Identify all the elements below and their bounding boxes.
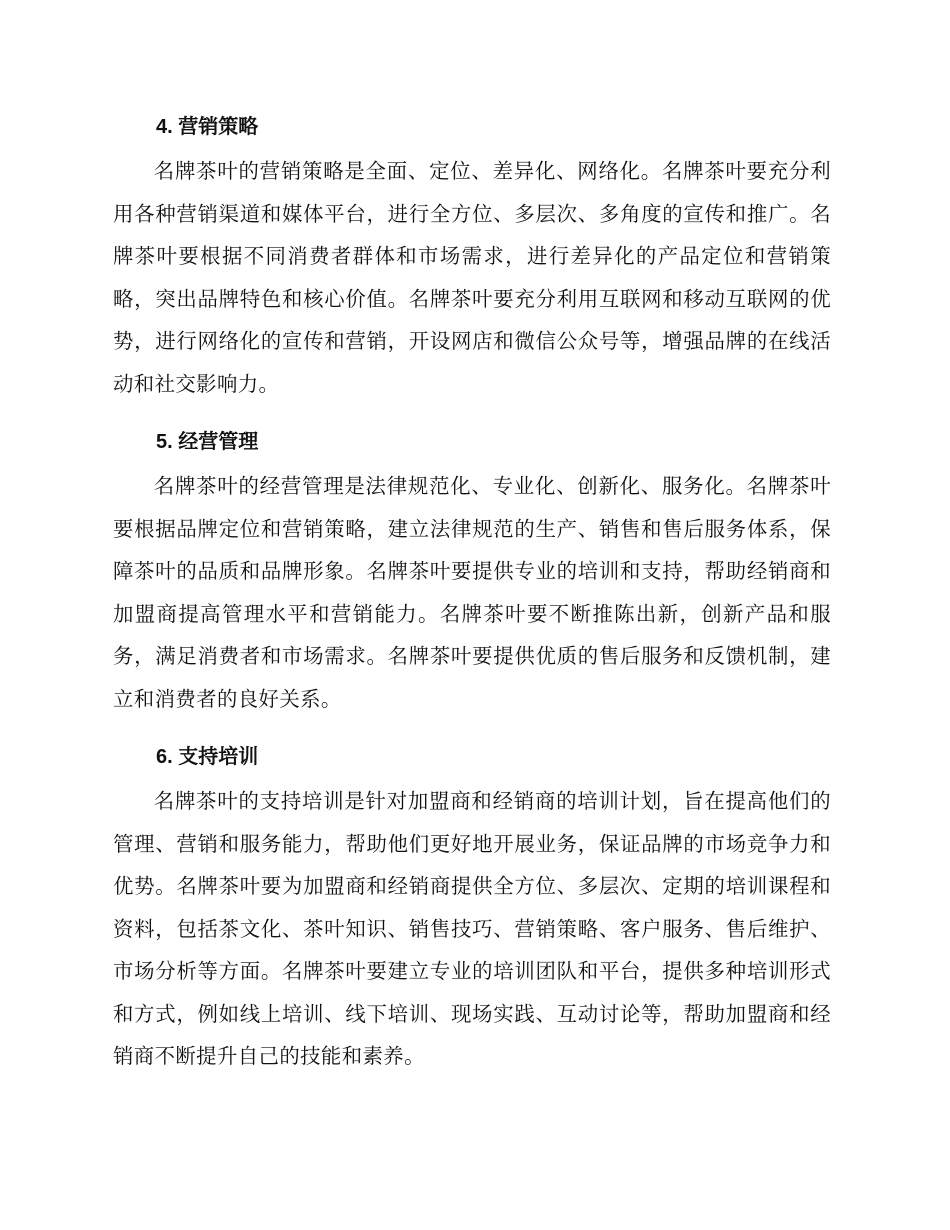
section-paragraph: 名牌茶叶的营销策略是全面、定位、差异化、网络化。名牌茶叶要充分利用各种营销渠道和媒体平台，进行全方位、多层次、多角度的宣传和推广。名牌茶叶要根据不同消费者群体和市场需求，进行差异化的产品定位和营销策略，突出品牌特色和核心价值。名牌茶叶要充分利用互联网和移动互联网的优势，进行网络化的宣传和营销，开设网店和微信公众号等，增强品牌的在线活动和社交影响力。 (113, 159, 831, 396)
section-support-training (113, 734, 831, 1078)
section-marketing-strategy (113, 104, 831, 405)
section-heading: 4. 营销策略 (156, 116, 259, 138)
section-paragraph: 名牌茶叶的经营管理是法律规范化、专业化、创新化、服务化。名牌茶叶要根据品牌定位和营销策略，建立法律规范的生产、销售和售后服务体系，保障茶叶的品质和品牌形象。名牌茶叶要提供专业的培训和支持，帮助经销商和加盟商提高管理水平和营销能力。名牌茶叶要不断推陈出新，创新产品和服务，满足消费者和市场需求。名牌茶叶要提供优质的售后服务和反馈机制，建立和消费者的良好关系。 (113, 474, 831, 711)
section-heading: 5. 经营管理 (156, 431, 259, 453)
document-content (113, 104, 831, 1092)
section-paragraph: 名牌茶叶的支持培训是针对加盟商和经销商的培训计划，旨在提高他们的管理、营销和服务能力，帮助他们更好地开展业务，保证品牌的市场竞争力和优势。名牌茶叶要为加盟商和经销商提供全方位、多层次、定期的培训课程和资料，包括茶文化、茶叶知识、销售技巧、营销策略、客户服务、售后维护、市场分析等方面。名牌茶叶要建立专业的培训团队和平台，提供多种培训形式和方式，例如线上培训、线下培训、现场实践、互动讨论等，帮助加盟商和经销商不断提升自己的技能和素养。 (113, 789, 831, 1068)
section-business-management (113, 419, 831, 720)
section-heading: 6. 支持培训 (156, 746, 259, 768)
